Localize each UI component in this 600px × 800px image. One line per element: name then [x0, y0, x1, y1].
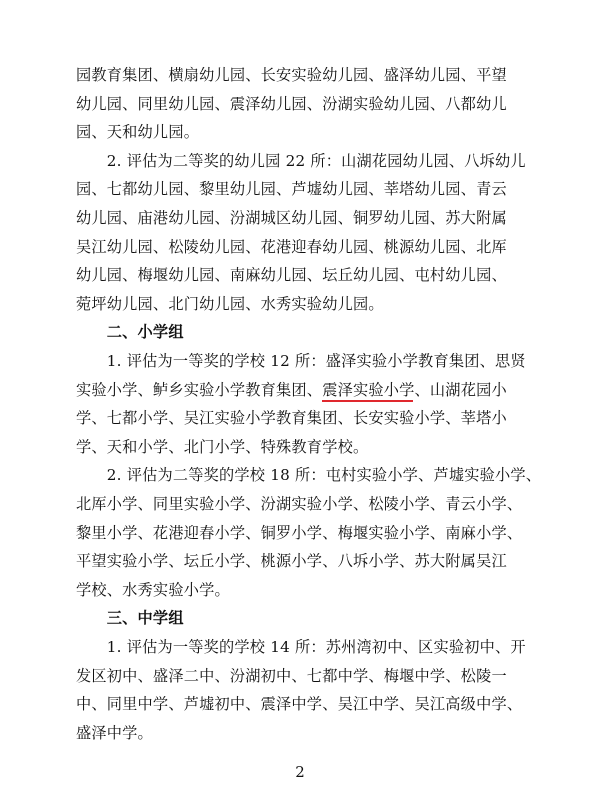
body-text-line: 吴江幼儿园、松陵幼儿园、花港迎春幼儿园、桃源幼儿园、北厍: [76, 237, 507, 256]
body-text-line: 1. 评估为一等奖的学校 14 所：苏州湾初中、区实验初中、开: [76, 638, 526, 656]
body-text-line: 平望实验小学、坛丘小学、桃源小学、八坼小学、苏大附属吴江: [76, 552, 507, 571]
body-text-line: 学校、水秀实验小学。: [76, 580, 230, 599]
body-text-line: 2. 评估为二等奖的幼儿园 22 所：山湖花园幼儿园、八坼幼儿: [76, 151, 526, 170]
body-text-line: 园、天和幼儿园。: [76, 123, 200, 142]
body-text-line: 2. 评估为二等奖的学校 18 所：屯村实验小学、芦墟实验小学、: [76, 466, 542, 485]
body-text-line: 幼儿园、梅堰幼儿园、南麻幼儿园、坛丘幼儿园、屯村幼儿园、: [76, 266, 507, 285]
body-text-line: 幼儿园、庙港幼儿园、汾湖城区幼儿园、铜罗幼儿园、苏大附属: [76, 209, 507, 227]
body-text-line: 中、同里中学、芦墟初中、震泽中学、吴江中学、吴江高级中学、: [76, 695, 523, 714]
body-text-line: 1. 评估为一等奖的学校 12 所：盛泽实验小学教育集团、思贤: [76, 352, 526, 370]
body-text-line: 北厍小学、同里实验小学、汾湖实验小学、松陵小学、青云小学、: [76, 495, 523, 513]
body-text-line: 学、天和小学、北门小学、特殊教育学校。: [76, 437, 369, 456]
body-text-line: 园教育集团、横扇幼儿园、长安实验幼儿园、盛泽幼儿园、平望: [76, 66, 507, 84]
text-segment: 、山湖花园小: [414, 380, 507, 399]
text-segment: 实验小学、鲈乡实验小学教育集团、: [76, 380, 323, 399]
page-number: 2: [295, 763, 305, 781]
section-heading-middle-school: 三、中学组: [76, 609, 184, 628]
body-text-line: 学、七都小学、吴江实验小学教育集团、长安实验小学、莘塔小: [76, 409, 507, 428]
body-text-line: 菀坪幼儿园、北门幼儿园、水秀实验幼儿园。: [76, 294, 384, 313]
red-underlined-text: 震泽实验小学: [322, 377, 414, 403]
body-text-line-with-mark: [76, 377, 507, 403]
body-text-line: 发区初中、盛泽二中、汾湖初中、七都中学、梅堰中学、松陵一: [76, 666, 507, 685]
body-text-line: 幼儿园、同里幼儿园、震泽幼儿园、汾湖实验幼儿园、八都幼儿: [76, 94, 507, 113]
body-text-line: 黎里小学、花港迎春小学、铜罗小学、梅堰实验小学、南麻小学、: [76, 523, 523, 542]
body-text-line: 盛泽中学。: [76, 723, 153, 742]
section-heading-primary-school: 二、小学组: [76, 323, 184, 342]
body-text-line: 园、七都幼儿园、黎里幼儿园、芦墟幼儿园、莘塔幼儿园、青云: [76, 180, 507, 199]
